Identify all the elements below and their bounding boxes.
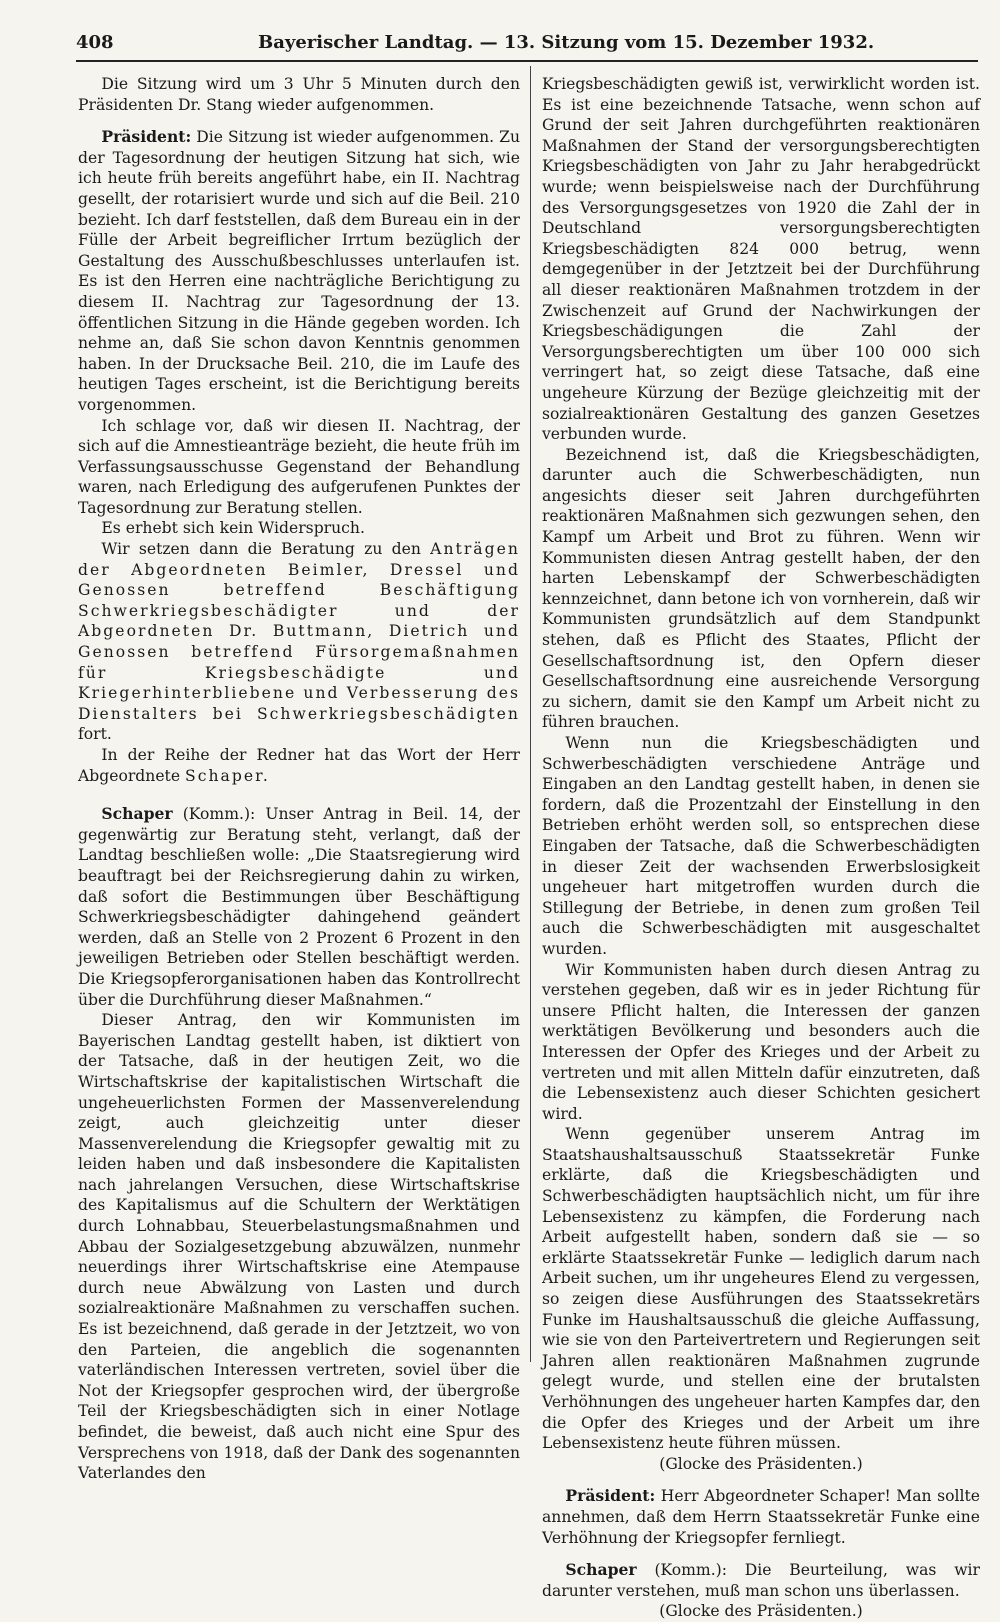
speech-text: (Komm.): Unser Antrag in Beil. 14, der gegenwärtig zur Beratung steht, verlangt, daß der Landtag beschließen wolle: „Die Staatsregierung wird beauftragt bei der Reichsregierung dahin zu wirken, daß sofort die Bestimmungen über Beschäftigung Schwerkriegsbeschädigter dahingehend geändert werden, daß an Stelle von 2 Prozent 6 Prozent in den jeweiligen Betrieben oder Stellen beschäftigt werden. Die Kriegsopferorganisationen haben das Kontrollrecht über die Durchführung dieser Maßnahmen.“ <box>78 805 520 1009</box>
paragraph <box>78 804 520 1010</box>
paragraph <box>542 1560 980 1601</box>
paragraph <box>78 127 520 415</box>
speaker-label: Präsident: <box>565 1486 656 1506</box>
paragraph: Wenn gegenüber unserem Antrag im Staatshaushaltsausschuß Staatssekretär Funke erklärte, daß die Kriegsbeschädigten und Schwerbeschädigten hauptsächlich nicht, um für ihre Lebensexistenz zu kämpfen, die Forderung nach Arbeit aufgestellt haben, sondern daß sie — so erklärte Staatssekretär Funke — lediglich darum nach Arbeit suchen, um ihr ungeheures Elend zu vergessen, so zeigen diese Ausführungen des Staatssekretärs Funke im Haushaltsausschuß die gleiche Auffassung, wie sie von den Parteivertretern und Regierungen seit Jahren allen reaktionären Maßnahmen zugrunde gelegt wurde, und stellen eine der brutalsten Verhöhnungen des ungeheuer harten Kampfes dar, den die Opfer des Krieges und der Arbeit um ihre Lebensexistenz heute führen müssen. <box>542 1125 980 1453</box>
speech-text: Die Sitzung ist wieder aufgenommen. Zu der Tagesordnung der heutigen Sitzung hat sich, wie ich heute früh bereits angeführt habe, ein II. Nachtrag gesellt, der rotarisiert wurde und sich auf die Beil. 210 bezieht. Ich darf feststellen, daß dem Bureau ein in der Fülle der Arbeit begreiflicher Irrtum bezüglich der Gestaltung des Ausschußbeschlusses unterlaufen ist. Es ist den Herren eine nachträgliche Berichtigung zu diesem II. Nachtrag zur Tagesordnung der 13. öffentlichen Sitzung in die Hände gegeben worden. Ich nehme an, daß Sie schon davon Kenntnis genommen haben. In der Drucksache Beil. 210, die im Laufe des heutigen Tages erscheint, ist die Berichtigung bereits vorgenommen. <box>78 128 520 414</box>
running-title: Bayerischer Landtag. — 13. Sitzung vom 15. Dezember 1932. <box>258 32 875 53</box>
speaker-label: Schaper <box>565 1560 637 1580</box>
speech-text: (Komm.): Die Beurteilung, was wir darunter verstehen, muß man schon uns überlassen. <box>542 1561 980 1600</box>
paragraph <box>542 1486 980 1548</box>
agenda-item-spaced: Anträgen der Abgeordneten Beimler, Dressel und Genossen betreffend Beschäftigung Schwerkriegsbeschädigter und der Abgeordneten Dr. Buttmann, Dietrich und Genossen betreffend Fürsorgemaßnahmen für Kriegsbeschädigte und Kriegerhinterbliebene und Verbesserung des Dienstalters bei Schwerkriegsbeschädigten <box>78 540 520 723</box>
paragraph: Bezeichnend ist, daß die Kriegsbeschädigten, darunter auch die Schwerbeschädigten, nun angesichts dieser seit Jahren durchgeführten reaktionären Maßnahmen sich gezwungen sehen, den Kampf um Arbeit und Brot zu führen. Wenn wir Kommunisten diesen Antrag gestellt haben, der den harten Lebenskampf der Schwerbeschädigten kennzeichnet, dann betone ich von vornherein, daß wir Kommunisten grundsätzlich auf dem Standpunkt stehen, daß es Pflicht des Staates, Pflicht der Gesellschaftsordnung ist, den Opfern dieser Gesellschaftsordnung eine ausreichende Versorgung zu sichern, damit sie den Kampf um Arbeit nicht zu führen brauchen. <box>542 445 980 732</box>
text: fort. <box>78 725 112 744</box>
paragraph: Es erhebt sich kein Widerspruch. <box>101 519 365 538</box>
paragraph: Ich schlage vor, daß wir diesen II. Nachtrag, der sich auf die Amnestieanträge bezieht, die heute früh im Verfassungsausschusse Gegenstand der Behandlung waren, nach Erledigung des aufgerufenen Punktes der Tagesordnung zur Beratung stellen. <box>78 416 520 517</box>
paragraph: Wenn nun die Kriegsbeschädigten und Schwerbeschädigten verschiedene Anträge und Eingaben an den Landtag gestellt haben, in denen sie fordern, daß die Prozentzahl der Einstellung in den Betrieben erhöht werden soll, so entsprechen diese Eingaben der Tatsache, daß die Schwerbeschädigten in dieser Zeit der wachsenden Erwerbslosigkeit ungeheuer hart mitgetroffen wurden durch die Stillegung der Betriebe, in denen zum großen Teil auch die Schwerbeschädigten mit ausgeschaltet wurden. <box>542 734 980 958</box>
page-header <box>76 30 978 62</box>
speaker-name-spaced: Schaper. <box>185 766 270 785</box>
text: In der Reihe der Redner hat das Wort der Herr Abgeordnete <box>78 746 520 785</box>
paragraph <box>78 539 520 745</box>
paragraph: Kriegsbeschädigten gewiß ist, verwirklicht worden ist. Es ist eine bezeichnende Tatsache, wenn schon auf Grund der seit Jahren durchgeführten reaktionären Maßnahmen der Stand der versorgungsberechtigten Kriegsbeschädigten von Jahr zu Jahr herabgedrückt wurde; wenn beispielsweise nach der Durchführung des Versorgungsgesetzes von 1920 die Zahl der in Deutschland versorgungsberechtigten Kriegsbeschädigten 824 000 betrug, wenn demgegenüber in der Jetztzeit bei der Durchführung all dieser reaktionären Maßnahmen trotzdem in der Zwischenzeit auf Grund der Nachwirkungen der Kriegsbeschädigungen die Zahl der Versorgungsberechtigten um über 100 000 sich verringert hat, so zeigt diese Tatsache, daß eine ungeheure Kürzung der Bezüge gleichzeitig mit der sozialreaktionären Gestaltung des ganzen Gesetzes verbunden wurde. <box>542 75 980 444</box>
stage-direction: (Glocke des Präsidenten.) <box>659 1454 863 1473</box>
right-column <box>542 74 980 1622</box>
paragraph <box>78 745 520 786</box>
text: Wir setzen dann die Beratung zu den <box>101 540 421 559</box>
paragraph: Wir Kommunisten haben durch diesen Antrag zu verstehen gegeben, daß wir es in jeder Richtung für unsere Pflicht halten, die Interessen der ganzen werktätigen Bevölkerung und besonders auch die Interessen der Opfer des Krieges und der Arbeit zu vertreten und mit allen Mitteln dafür einzutreten, daß die Lebensexistenz auch dieser Schichten gesichert wird. <box>542 960 980 1123</box>
left-column <box>78 74 520 1484</box>
paragraph: Dieser Antrag, den wir Kommunisten im Bayerischen Landtag gestellt haben, ist diktiert von der Tatsache, daß in der heutigen Zeit, wo die Wirtschaftskrise der kapitalistischen Wirtschaft die ungeheuerlichsten Formen der Massenverelendung zeigt, auch gleichzeitig unter dieser Massenverelendung die Kriegsopfer gewaltig mit zu leiden haben und daß insbesondere die Kapitalisten nach jahrelangen Versuchen, diese Wirtschaftskrise des Kapitalismus auf die Schultern der Werktätigen durch Lohnabbau, Steuerbelastungsmaßnahmen und Abbau der Sozialgesetzgebung abzuwälzen, nunmehr neuerdings ihrer Wirtschaftskrise eine Atempause durch neue Abwälzung von Lasten und durch sozialreaktionäre Maßnahmen zu verschaffen suchen. Es ist bezeichnend, daß gerade in der Jetztzeit, wo von den Parteien, die angeblich die sogenannten vaterländischen Interessen vertreten, soviel über die Not der Kriegsopfer gesprochen wird, der übergroße Teil der Kriegsbeschädigten sich in einer Notlage befindet, die beweist, daß auch nicht eine Spur des Versprechens von 1918, daß der Dank des sogenannten Vaterlandes den <box>78 1011 520 1483</box>
paragraph: Die Sitzung wird um 3 Uhr 5 Minuten durch den Präsidenten Dr. Stang wieder aufgenommen. <box>78 75 520 114</box>
stage-direction: (Glocke des Präsidenten.) <box>659 1602 863 1621</box>
speaker-label: Präsident: <box>101 127 192 147</box>
column-divider <box>530 66 531 1362</box>
speech-text: Herr Abgeordneter Schaper! Man sollte annehmen, daß dem Herrn Staatssekretär Funke eine Verhöhnung der Kriegsopfer fernliegt. <box>542 1487 980 1547</box>
page-number: 408 <box>76 32 114 53</box>
speaker-label: Schaper <box>101 804 173 824</box>
